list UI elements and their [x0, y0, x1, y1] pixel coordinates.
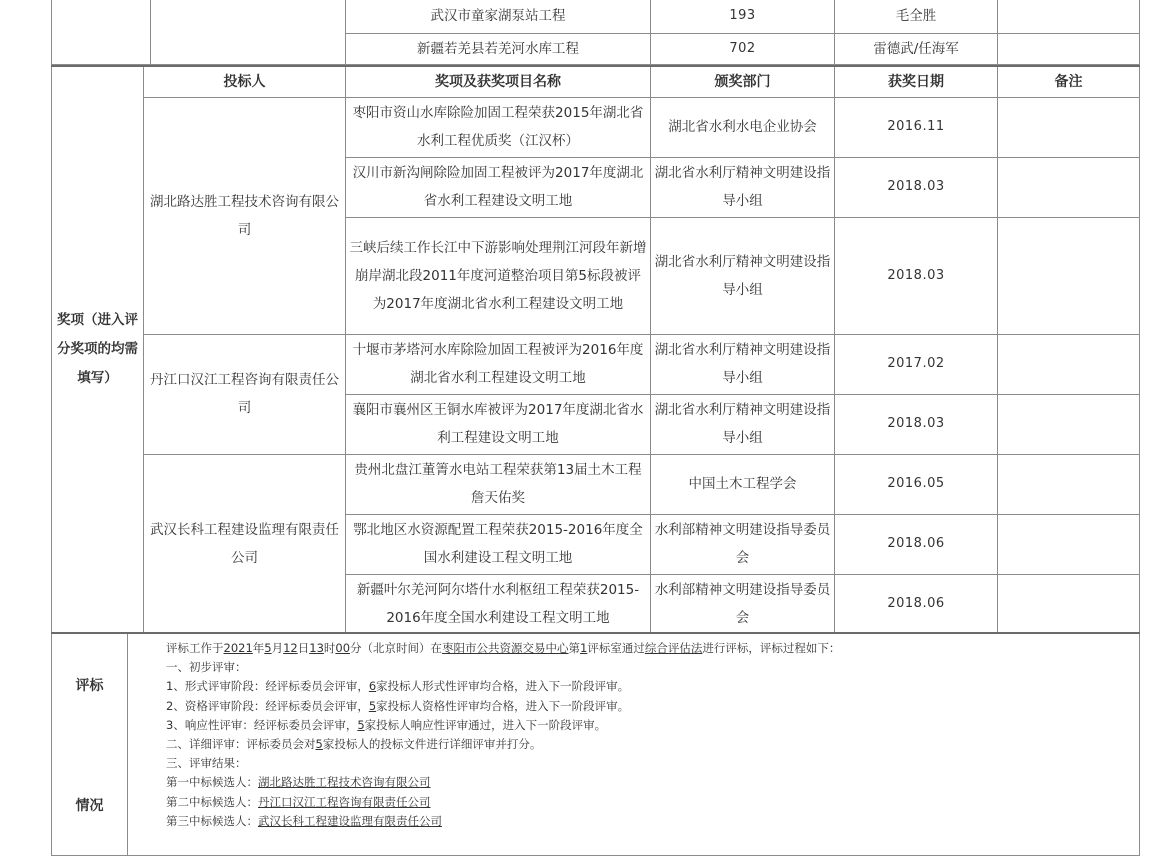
result-heading: 三、评审结果： [166, 756, 247, 771]
evaluation-label-top: 评标 [75, 678, 104, 694]
preliminary-heading: 一、初步评审： [166, 660, 247, 675]
award-dept: 湖北省水利水电企业协会 [651, 97, 835, 157]
qualification-review: 2、资格评审阶段：经评标委员会评审，5家投标人资格性评审均合格，进入下一阶段评审。 [166, 698, 630, 713]
award-name: 十堰市茅塔河水库除险加固工程被评为2016年度湖北省水利工程建设文明工地 [346, 334, 651, 394]
award-note [998, 454, 1140, 514]
evaluation-label-cell [52, 633, 128, 855]
project-value: 702 [651, 34, 835, 65]
project-name: 武汉市童家湖泵站工程 [346, 0, 651, 34]
eval-month: 5 [264, 641, 272, 655]
award-name: 三峡后续工作长江中下游影响处理荆江河段年新增崩岸湖北段2011年度河道整治项目第5标段被评为2017年度湖北省水利工程建设文明工地 [346, 217, 651, 334]
candidate-second: 第二中标候选人：丹江口汉江工程咨询有限责任公司 [166, 794, 431, 809]
award-dept: 湖北省水利厅精神文明建设指导小组 [651, 217, 835, 334]
awards-header-row [52, 66, 1140, 97]
award-name: 鄂北地区水资源配置工程荣获2015-2016年度全国水利建设工程文明工地 [346, 514, 651, 574]
header-date: 获奖日期 [835, 66, 998, 97]
award-note [998, 217, 1140, 334]
award-date: 2018.03 [835, 217, 998, 334]
eval-minute: 00 [335, 641, 351, 655]
award-dept: 中国土木工程学会 [651, 454, 835, 514]
table-row [52, 97, 1140, 157]
evaluation-intro: 评标工作于2021年5月12日13时00分（北京时间）在枣阳市公共资源交易中心第1评标室通过综合评估法进行评标，评标过程如下： [166, 641, 841, 655]
award-date: 2018.03 [835, 157, 998, 217]
awards-section-label: 奖项（进入评分奖项的均需填写） [52, 66, 144, 633]
award-date: 2018.03 [835, 394, 998, 454]
award-note [998, 157, 1140, 217]
award-date: 2017.02 [835, 334, 998, 394]
eval-day: 12 [283, 641, 298, 655]
bidder-name: 武汉长科工程建设监理有限责任公司 [144, 454, 346, 633]
award-date: 2018.06 [835, 574, 998, 633]
project-person: 雷德武/任海军 [835, 34, 998, 65]
previous-projects-table [51, 0, 1140, 65]
award-date: 2016.11 [835, 97, 998, 157]
award-dept: 湖北省水利厅精神文明建设指导小组 [651, 394, 835, 454]
award-name: 新疆叶尔羌河阿尔塔什水利枢纽工程荣获2015-2016年度全国水利建设工程文明工地 [346, 574, 651, 633]
evaluation-content [128, 633, 1140, 855]
award-name: 汉川市新沟闸除险加固工程被评为2017年度湖北省水利工程建设文明工地 [346, 157, 651, 217]
header-dept: 颁奖部门 [651, 66, 835, 97]
eval-method: 综合评估法 [644, 641, 703, 655]
award-note [998, 97, 1140, 157]
header-bidder: 投标人 [144, 66, 346, 97]
detailed-review: 二、详细评审：评标委员会对5家投标人的投标文件进行详细评审并打分。 [166, 737, 542, 752]
project-name: 新疆若羌县若羌河水库工程 [346, 34, 651, 65]
award-name: 贵州北盘江董箐水电站工程荣获第13届土木工程詹天佑奖 [346, 454, 651, 514]
empty-cell [998, 34, 1140, 65]
eval-year: 2021 [223, 641, 253, 655]
table-row [52, 0, 1140, 34]
award-note [998, 574, 1140, 633]
eval-room: 1 [580, 641, 588, 655]
evaluation-table [51, 632, 1140, 856]
award-note [998, 394, 1140, 454]
eval-venue: 枣阳市公共资源交易中心 [442, 641, 569, 655]
response-review: 3、响应性评审：经评标委员会评审，5家投标人响应性评审通过，进入下一阶段评审。 [166, 717, 607, 732]
evaluation-row [52, 633, 1140, 855]
candidate-third: 第三中标候选人：武汉长科工程建设监理有限责任公司 [166, 813, 442, 828]
project-value: 193 [651, 0, 835, 34]
table-row [52, 454, 1140, 514]
award-note [998, 334, 1140, 394]
table-row [52, 334, 1140, 394]
project-person: 毛全胜 [835, 0, 998, 34]
formal-review: 1、形式评审阶段：经评标委员会评审，6家投标人形式性评审均合格，进入下一阶段评审。 [166, 679, 630, 694]
candidate-first: 第一中标候选人：湖北路达胜工程技术咨询有限公司 [166, 775, 431, 790]
award-dept: 湖北省水利厅精神文明建设指导小组 [651, 157, 835, 217]
bidder-name: 湖北路达胜工程技术咨询有限公司 [144, 97, 346, 334]
evaluation-label-bottom: 情况 [75, 798, 104, 814]
award-note [998, 514, 1140, 574]
award-name: 枣阳市资山水库除险加固工程荣获2015年湖北省水利工程优质奖（江汉杯） [346, 97, 651, 157]
empty-cell [151, 0, 346, 65]
award-date: 2018.06 [835, 514, 998, 574]
header-award: 奖项及获奖项目名称 [346, 66, 651, 97]
bidder-name: 丹江口汉江工程咨询有限责任公司 [144, 334, 346, 454]
award-dept: 水利部精神文明建设指导委员会 [651, 514, 835, 574]
award-dept: 水利部精神文明建设指导委员会 [651, 574, 835, 633]
empty-cell [52, 0, 151, 65]
award-date: 2016.05 [835, 454, 998, 514]
header-note: 备注 [998, 66, 1140, 97]
award-name: 襄阳市襄州区王铜水库被评为2017年度湖北省水利工程建设文明工地 [346, 394, 651, 454]
empty-cell [998, 0, 1140, 34]
eval-hour: 13 [309, 641, 324, 655]
awards-table [51, 65, 1140, 634]
award-dept: 湖北省水利厅精神文明建设指导小组 [651, 334, 835, 394]
